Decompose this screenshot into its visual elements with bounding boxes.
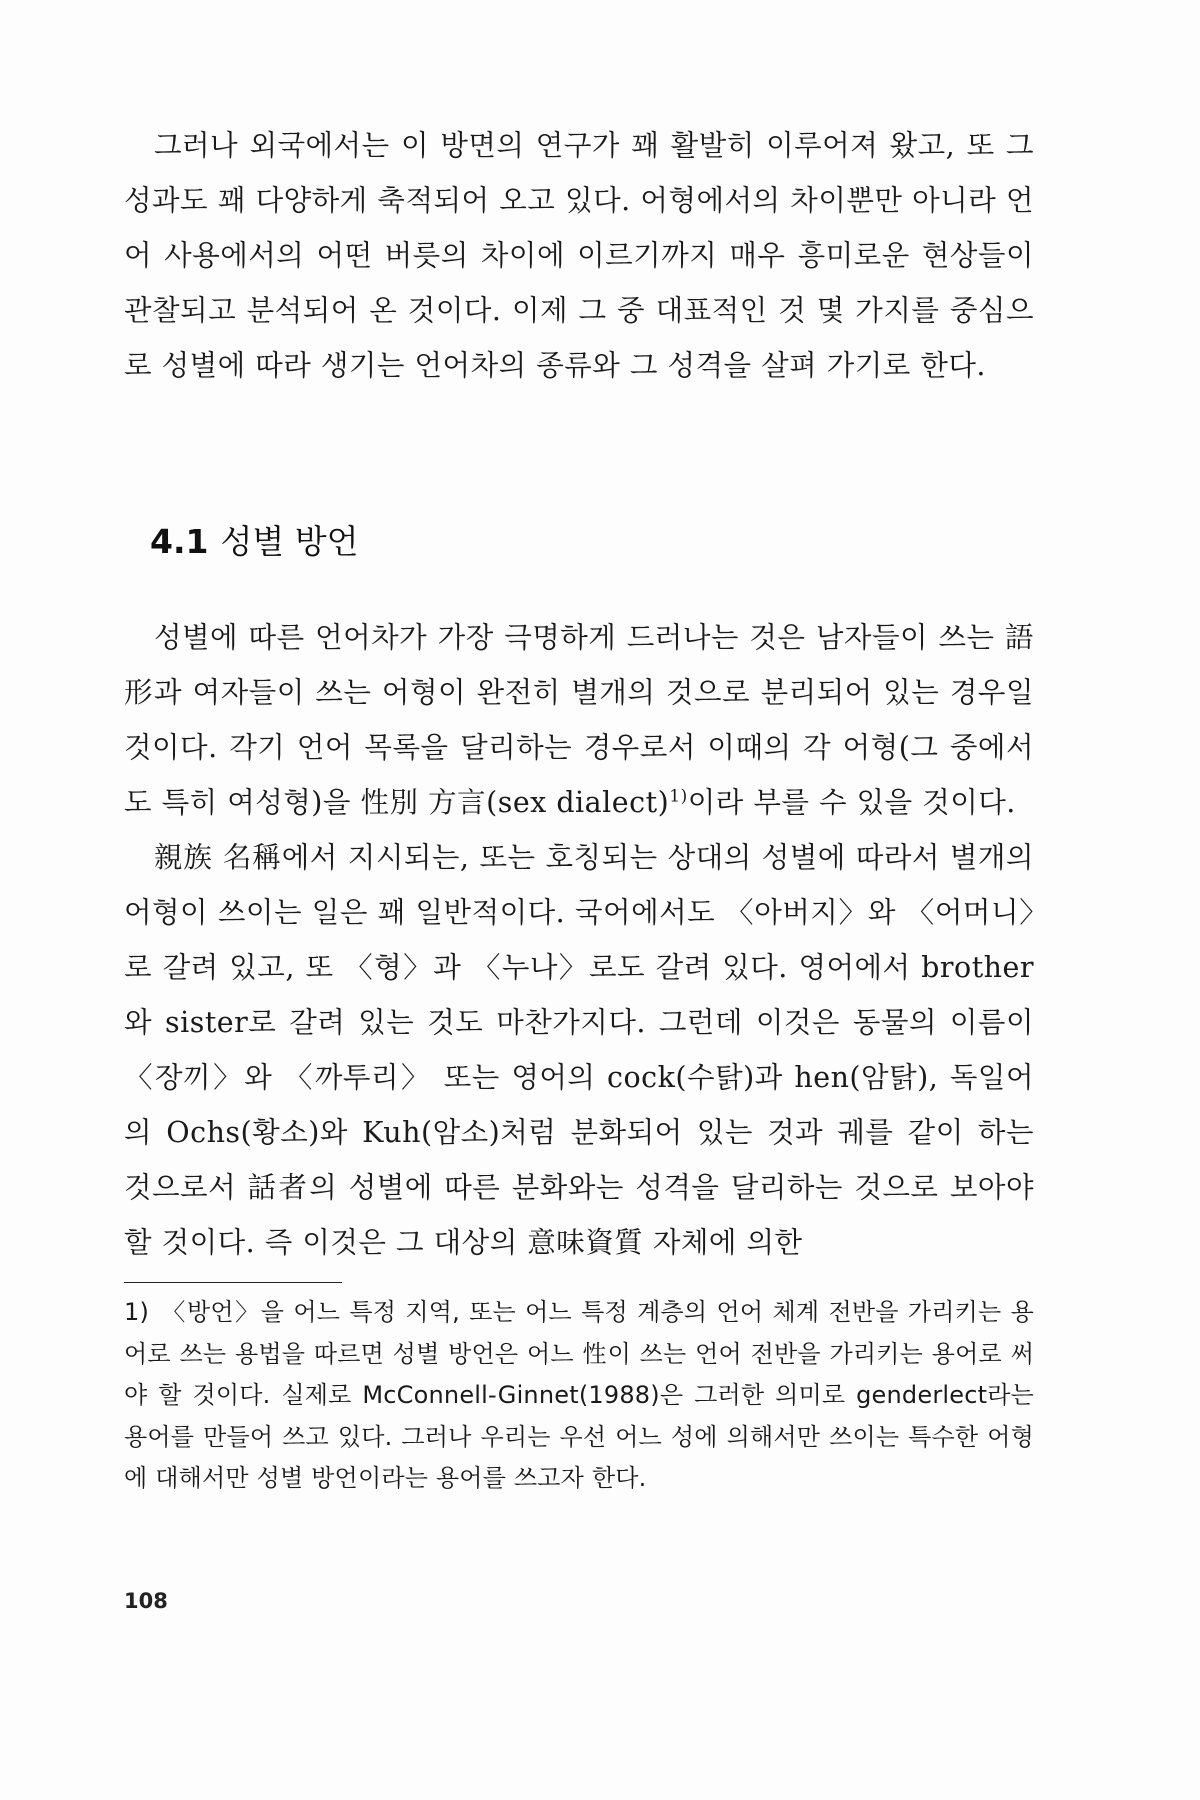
intro-section (124, 118, 1034, 393)
section-number: 4.1 (150, 522, 209, 561)
intro-paragraph: 그러나 외국에서는 이 방면의 연구가 꽤 활발히 이루어져 왔고, 또 그 성과도 꽤 다양하게 축적되어 오고 있다. 어형에서의 차이뿐만 아니라 언어 사용에서의 어떤 버릇의 차이에 이르기까지 매우 흥미로운 현상들이 관찰되고 분석되어 온 것이다. 이제 그 중 대표적인 것 몇 가지를 중심으로 성별에 따라 생기는 언어차의 종류와 그 성격을 살펴 가기로 한다. (124, 129, 1034, 382)
section-body (124, 610, 1034, 1270)
section-heading (150, 520, 358, 564)
section-title: 성별 방언 (220, 522, 359, 561)
footnote-reference: 1) (669, 786, 688, 807)
body-paragraph-1-tail: 이라 부를 수 있을 것이다. (687, 786, 1016, 819)
body-paragraph-1-text: 성별에 따른 언어차가 가장 극명하게 드러나는 것은 남자들이 쓰는 語形과 여자들이 쓰는 어형이 완전히 별개의 것으로 분리되어 있는 경우일 것이다. 각기 언어 목록을 달리하는 경우로서 이때의 각 어형(그 중에서도 특히 여성형)을 性別 方言(sex dialect) (124, 621, 1034, 819)
footnote (124, 1292, 1034, 1500)
page-number: 108 (124, 1589, 168, 1613)
footnote-divider (124, 1282, 342, 1283)
body-paragraph-2: 親族 名稱에서 지시되는, 또는 호칭되는 상대의 성별에 따라서 별개의 어형이 쓰이는 일은 꽤 일반적이다. 국어에서도 〈아버지〉와 〈어머니〉로 갈려 있고, 또 〈형〉과 〈누나〉로도 갈려 있다. 영어에서 brother와 sister로 갈려 있는 것도 마찬가지다. 그런데 이것은 동물의 이름이 〈장끼〉와 〈까투리〉 또는 영어의 cock(수탉)과 hen(암탉), 독일어의 Ochs(황소)와 Kuh(암소)처럼 분화되어 있는 것과 궤를 같이 하는 것으로서 話者의 성별에 따른 분화와는 성격을 달리하는 것으로 보아야 할 것이다. 즉 이것은 그 대상의 意味資質 자체에 의한 (124, 841, 1034, 1259)
footnote-text: 〈방언〉을 어느 특정 지역, 또는 어느 특정 계층의 언어 체계 전반을 가리키는 용어로 쓰는 용법을 따르면 성별 방언은 어느 性이 쓰는 언어 전반을 가리키는 용어로 써야 할 것이다. 실제로 McConnell-Ginnet(1988)은 그러한 의미로 genderlect라는 용어를 만들어 쓰고 있다. 그러나 우리는 우선 어느 성에 의해서만 쓰이는 특수한 어형에 대해서만 성별 방언이라는 용어를 쓰고자 한다. (124, 1298, 1034, 1492)
body-paragraph-1 (124, 610, 1034, 830)
footnote-mark: 1) (124, 1298, 150, 1326)
